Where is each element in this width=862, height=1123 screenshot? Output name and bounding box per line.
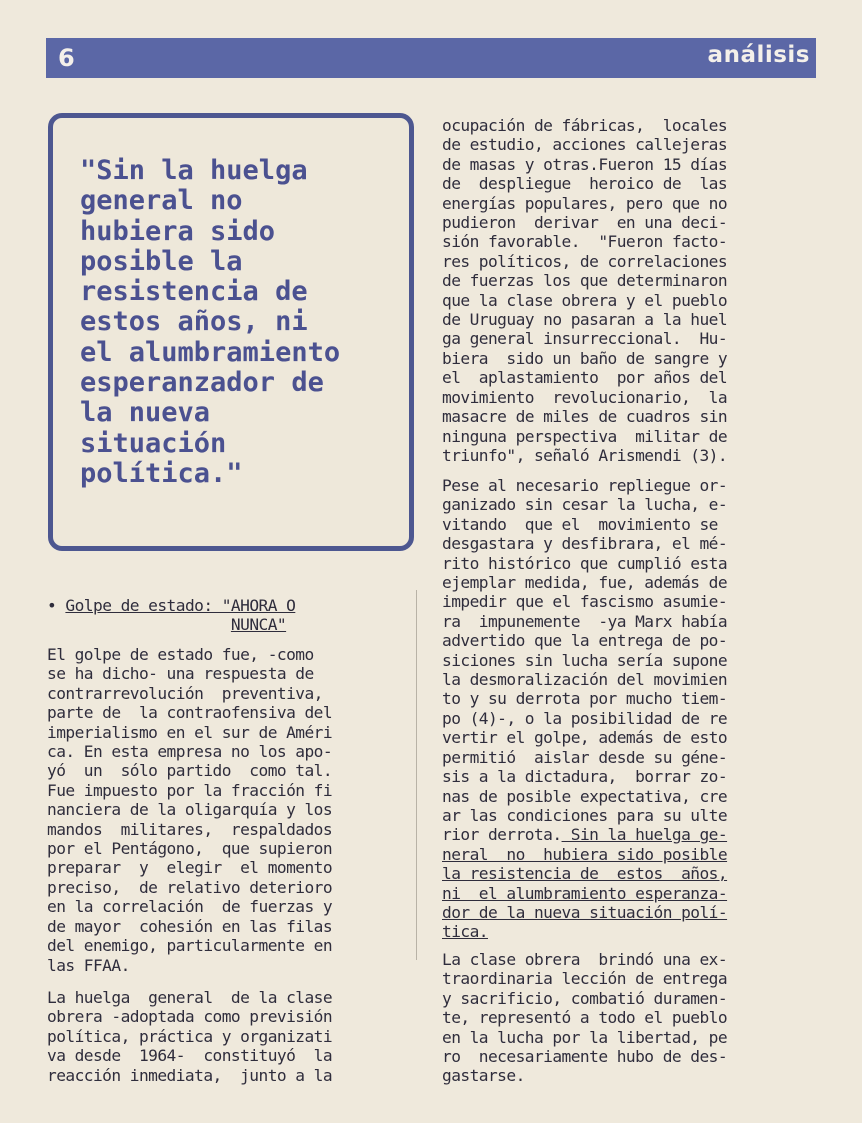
left-paragraph-2: La huelga general de la clase obrera -adoptada como previsión política, práctica y organizati va desde 1964- constituyó la reacción inmediata, junto a la — [47, 988, 333, 1085]
right-paragraph-2-underlined: Sin la huelga ge- neral no hubiera sido posible la resistencia de estos años, ni el alumbramiento esperanza- dor de la nueva situación polí- tica. — [442, 825, 728, 942]
pull-quote-text: "Sin la huelga general no hubiera sido posible la resistencia de estos años, ni el alumbramiento esperanzador de la nueva situación política." — [80, 155, 341, 489]
subheading-line-1: Golpe de estado: "AHORA O — [65, 596, 296, 615]
section-title: análisis — [707, 42, 810, 68]
right-paragraph-3: La clase obrera brindó una ex- traordinaria lección de entrega y sacrificio, combatió duramen- te, representó a todo el pueblo en la lucha por la libertad, pe ro necesariamente hubo de des- gastarse. — [442, 950, 728, 1086]
column-divider — [416, 590, 417, 960]
right-paragraph-2-text: Pese al necesario repliegue or- ganizado sin cesar la lucha, e- vitando que el movimiento se desgastara y desfibrara, el mé- rito histórico que cumplió esta ejemplar medida, fue, además de impedir que el fascismo asumie- ra impunemente -ya Marx había advertido que la entrega de po- siciones sin lucha sería supone la desmoralización del movimien to y su derrota por mucho tiem- po (4)-, o la posibilidad de re vertir el golpe, además de esto permitió aislar desde su géne- sis a la dictadura, borrar zo- nas de posible expectativa, cre ar las condiciones para su ulte rior derrota. — [442, 476, 728, 845]
right-paragraph-2 — [442, 476, 727, 942]
subheading — [47, 596, 417, 635]
page-number: 6 — [58, 44, 75, 72]
bullet: • — [47, 596, 57, 615]
header-bar — [46, 38, 816, 78]
left-paragraph-1: El golpe de estado fue, -como se ha dicho- una respuesta de contrarrevolución preventiva, parte de la contraofensiva del imperialismo en el sur de Améri ca. En esta empresa no los apo- yó un sólo partido como tal. Fue impuesto por la fracción fi nanciera de la oligarquía y los mandos militares, respaldados por el Pentágono, que supieron preparar y elegir el momento preciso, de relativo deterioro en la correlación de fuerzas y de mayor cohesión en las filas del enemigo, particularmente en las FFAA. — [47, 645, 333, 975]
right-paragraph-1: ocupación de fábricas, locales de estudio, acciones callejeras de masas y otras.Fueron 15 días de despliegue heroico de las energías populares, pero que no pudieron derivar en una deci- sión favorable. "Fueron facto- res políticos, de correlaciones de fuerzas los que determinaron que la clase obrera y el pueblo de Uruguay no pasaran a la huel ga general insurreccional. Hu- biera sido un baño de sangre y el aplastamiento por años del movimiento revolucionario, la masacre de miles de cuadros sin ninguna perspectiva militar de triunfo", señaló Arismendi (3). — [442, 116, 728, 465]
subheading-line-2: NUNCA" — [230, 615, 287, 635]
